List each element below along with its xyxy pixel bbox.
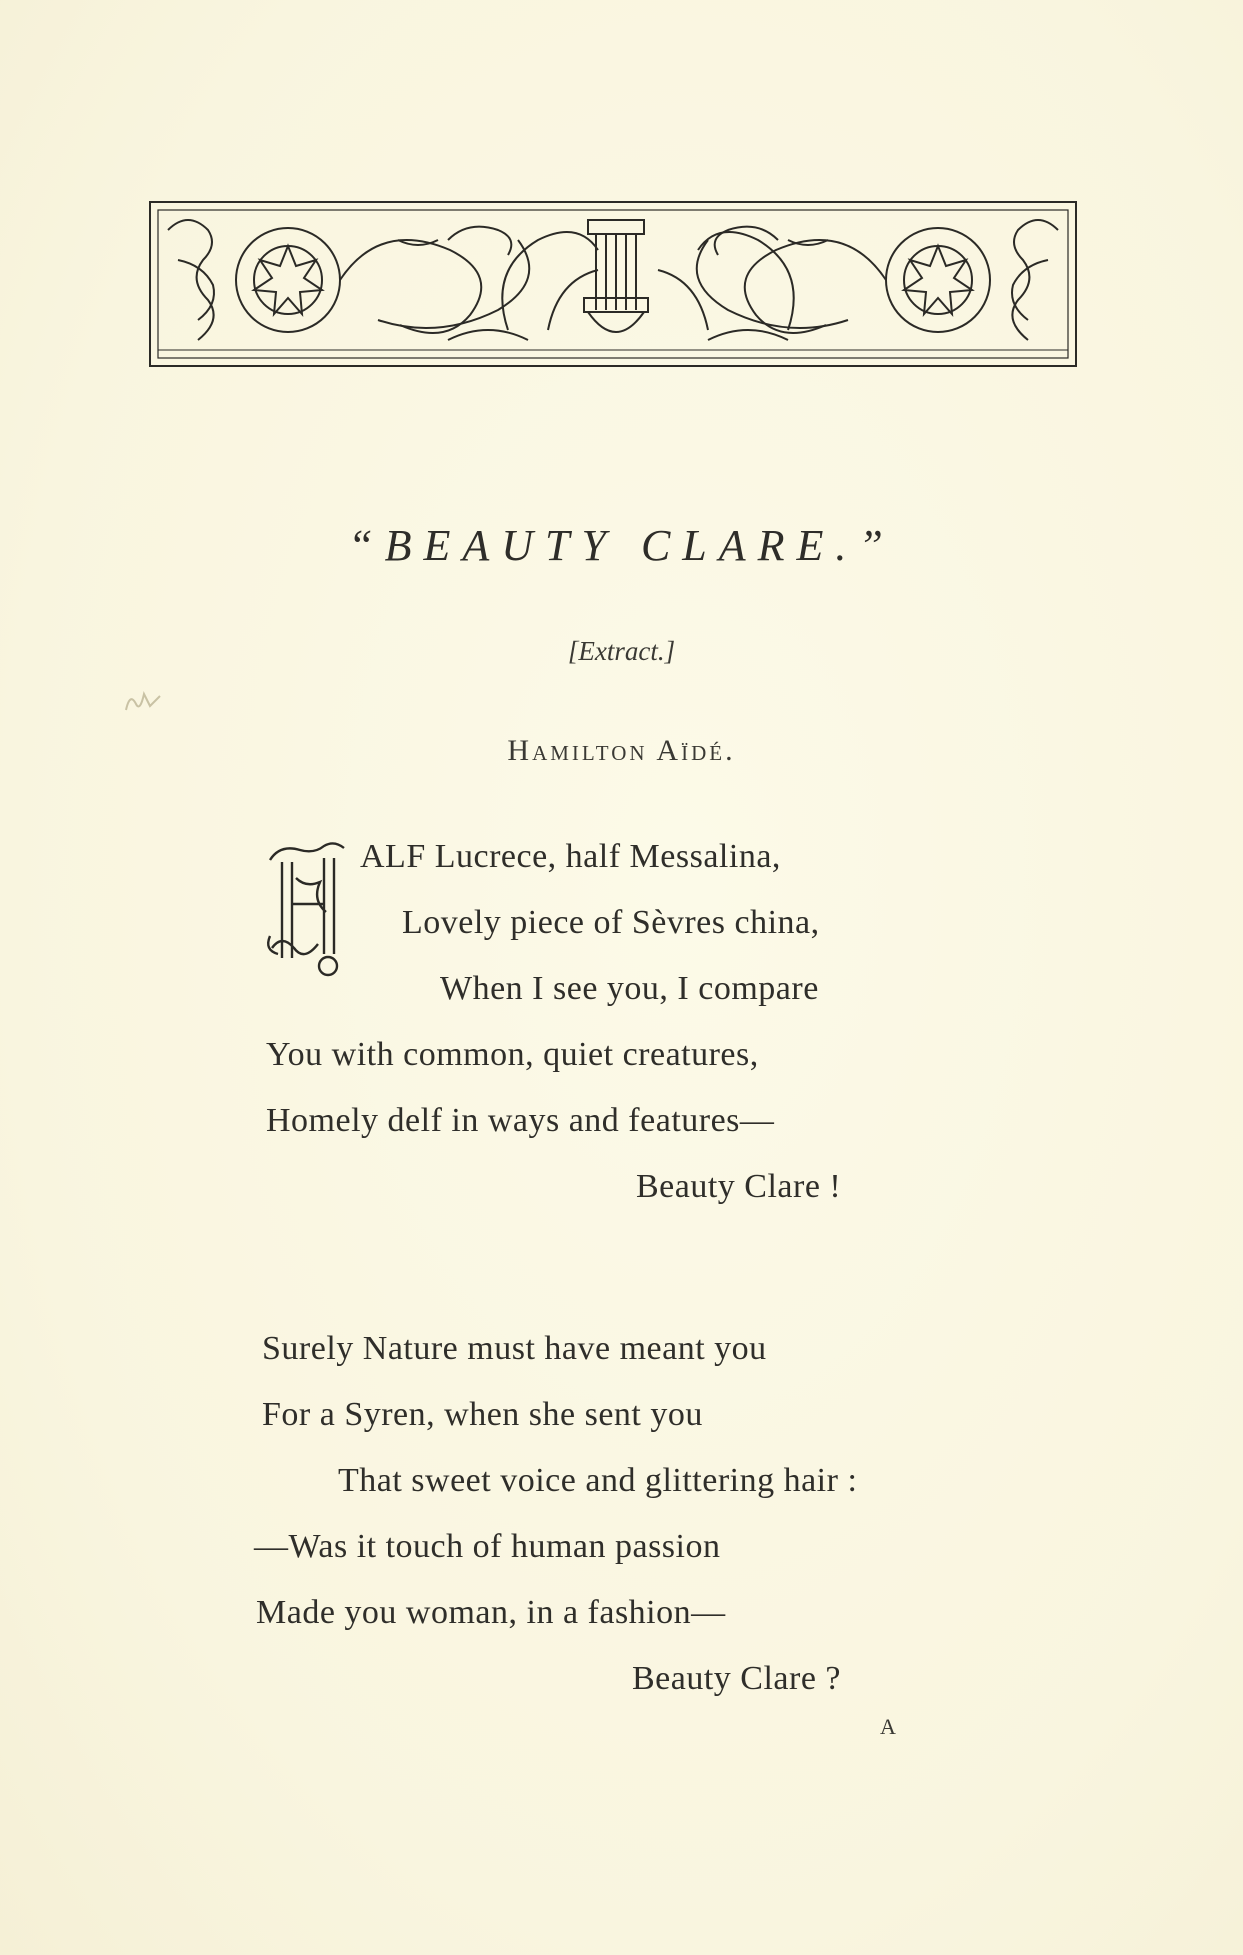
stanza1-line5: Homely delf in ways and features— (266, 1102, 775, 1139)
stanza1-line6: Beauty Clare ! (636, 1168, 842, 1205)
margin-pencil-mark (118, 682, 168, 722)
pencil-mark-icon (118, 682, 168, 722)
headpiece-ornament (148, 200, 1078, 368)
stanza2-line2: For a Syren, when she sent you (262, 1396, 703, 1433)
stanza2-line1: Surely Nature must have meant you (262, 1330, 767, 1367)
poem-subtitle: [Extract.] (567, 636, 676, 666)
poem-author: Hamilton Aïdé. (507, 734, 736, 767)
stanza1-line2: Lovely piece of Sèvres china, (402, 904, 820, 941)
stanza1-line4: You with common, quiet creatures, (266, 1036, 759, 1073)
stanza2-line6: Beauty Clare ? (632, 1660, 842, 1697)
stanza2-line3: That sweet voice and glittering hair : (338, 1462, 858, 1499)
poem-title: “BEAUTY CLARE.” (348, 521, 895, 570)
dropcap-h-ornament (262, 838, 366, 978)
stanza1-line3: When I see you, I compare (440, 970, 819, 1007)
stanza2-line5: Made you woman, in a fashion— (256, 1594, 726, 1631)
signature-mark: A (880, 1714, 897, 1739)
stanza2-line4: —Was it touch of human passion (254, 1528, 721, 1565)
stanza1-line1: ALF Lucrece, half Messalina, (360, 838, 781, 875)
